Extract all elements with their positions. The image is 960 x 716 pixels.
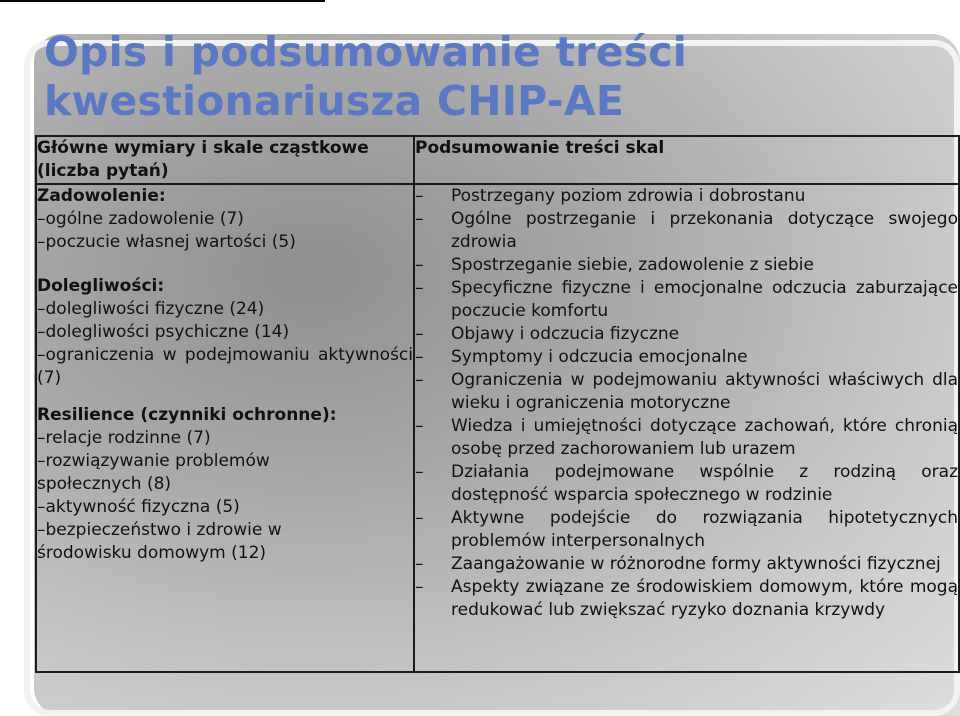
- summary-cell: [414, 184, 959, 672]
- group-resilience: [37, 404, 413, 565]
- subscale: –relacje rodzinne (7): [37, 428, 211, 448]
- subscale: –ogólne zadowolenie (7): [37, 209, 244, 229]
- summary-list: [415, 185, 958, 622]
- table-header-row: [36, 136, 959, 184]
- scales-table: [35, 135, 960, 673]
- subscale: –rozwiązywanie problemów społecznych (8): [37, 451, 270, 494]
- summary-item: – Zaangażowanie w różnorodne formy aktywności fizycznej: [415, 553, 958, 576]
- top-rule: [0, 0, 325, 2]
- group-title: Zadowolenie:: [37, 186, 166, 206]
- table-body-row: [36, 184, 959, 672]
- header-dimensions: Główne wymiary i skale cząstkowe (liczba pytań): [36, 136, 414, 184]
- summary-item: – Spostrzeganie siebie, zadowolenie z siebie: [415, 254, 958, 277]
- subscale: –dolegliwości fizyczne (24): [37, 299, 265, 319]
- summary-item: – Ogólne postrzeganie i przekonania dotyczące swojego zdrowia: [415, 208, 958, 254]
- subscale: –aktywność fizyczna (5): [37, 497, 240, 517]
- summary-item: – Specyficzne fizyczne i emocjonalne odczucia zaburzające poczucie komfortu: [415, 277, 958, 323]
- slide-title: Opis i podsumowanie treści kwestionariusza CHIP-AE: [44, 28, 688, 125]
- subscale: –poczucie własnej wartości (5): [37, 232, 296, 252]
- summary-item: – Symptomy i odczucia emocjonalne: [415, 346, 958, 369]
- group-title: Dolegliwości:: [37, 276, 165, 296]
- subscale: –bezpieczeństwo i zdrowie w środowisku domowym (12): [37, 520, 282, 563]
- group-satisfaction: [37, 185, 413, 254]
- group-discomfort: [37, 275, 413, 390]
- summary-item: – Aktywne podejście do rozwiązania hipotetycznych problemów interpersonalnych: [415, 507, 958, 553]
- group-title: Resilience (czynniki ochronne):: [37, 405, 337, 425]
- summary-item: – Aspekty związane ze środowiskiem domowym, które mogą redukować lub zwiększać ryzyko doznania krzywdy: [415, 576, 958, 622]
- summary-item: – Wiedza i umiejętności dotyczące zachowań, które chronią osobę przed zachorowaniem lub urazem: [415, 415, 958, 461]
- summary-item: – Ograniczenia w podejmowaniu aktywności właściwych dla wieku i ograniczenia motoryczne: [415, 369, 958, 415]
- summary-item: – Działania podejmowane wspólnie z rodziną oraz dostępność wsparcia społecznego w rodzinie: [415, 461, 958, 507]
- dimensions-cell: [36, 184, 414, 672]
- header-summary: Podsumowanie treści skal: [414, 136, 959, 184]
- summary-item: – Postrzegany poziom zdrowia i dobrostanu: [415, 185, 958, 208]
- subscale: –dolegliwości psychiczne (14): [37, 322, 290, 342]
- summary-item: – Objawy i odczucia fizyczne: [415, 323, 958, 346]
- subscale: –ograniczenia w podejmowaniu aktywności (7): [37, 345, 413, 388]
